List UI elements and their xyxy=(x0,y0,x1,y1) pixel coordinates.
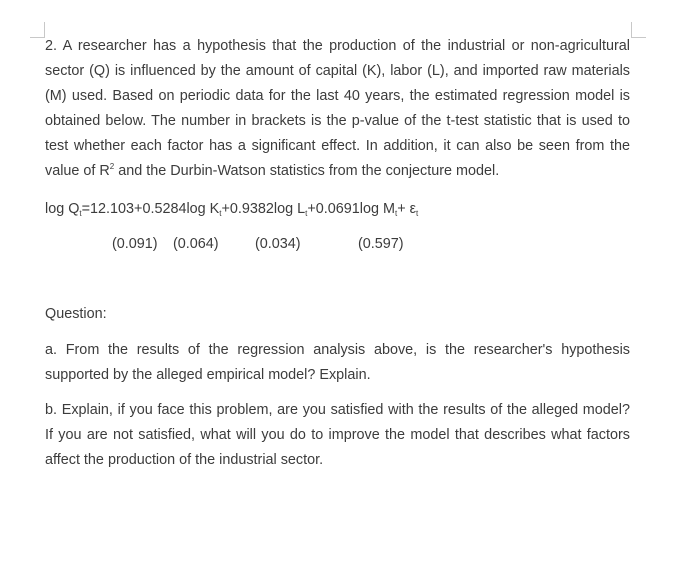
equation-subscript: t xyxy=(394,209,398,218)
corner-mark-top-left xyxy=(30,22,45,38)
regression-equation xyxy=(45,197,418,222)
equation-term-capital: =12.103+0.5284log K xyxy=(81,201,220,217)
p-value-capital: (0.064) xyxy=(173,236,219,252)
question-heading: Question: xyxy=(45,306,107,322)
equation-term-labor: +0.9382log L xyxy=(221,201,306,217)
p-value-labor: (0.034) xyxy=(255,236,301,252)
question-a-text: a. From the results of the regression analysis above, is the researcher's hypothesis supported by the alleged empirical model? Explain. xyxy=(45,342,630,383)
problem-number: 2. xyxy=(45,38,58,54)
equation-subscript: t xyxy=(79,209,82,218)
question-a xyxy=(45,338,630,388)
problem-text-main: A researcher has a hypothesis that the production of the industrial or non-agricultural sector (Q) is influenced by the amount of capital (K), labor (L), and imported raw materials (M) used. Based on periodic data for the last 40 years, the estimated regression model is obtained below. The number in brackets is the p-value of the t-test statistic that is used to test whether each factor has a significant effect. In addition, it can also be seen from the value of R xyxy=(45,38,630,179)
equation-term-materials: +0.0691log M xyxy=(307,201,395,217)
problem-text-end: and the Durbin-Watson statistics from the conjecture model. xyxy=(114,163,500,179)
equation-term-error: + ε xyxy=(397,201,417,217)
question-b xyxy=(45,398,630,473)
equation-term-log-q: log Q xyxy=(45,201,80,217)
equation-subscript: t xyxy=(416,209,419,218)
p-value-constant: (0.091) xyxy=(112,236,158,252)
equation-subscript: t xyxy=(219,209,222,218)
equation-subscript: t xyxy=(305,209,308,218)
p-value-materials: (0.597) xyxy=(358,236,404,252)
problem-statement xyxy=(45,34,630,184)
problem-paragraph xyxy=(45,34,630,184)
r-squared-superscript: 2 xyxy=(109,162,115,171)
question-b-text: b. Explain, if you face this problem, are you satisfied with the results of the alleged model? If you are not satisfied, what will you do to improve the model that describes what factors affect the production of the industrial sector. xyxy=(45,402,630,468)
corner-mark-top-right xyxy=(631,22,646,38)
